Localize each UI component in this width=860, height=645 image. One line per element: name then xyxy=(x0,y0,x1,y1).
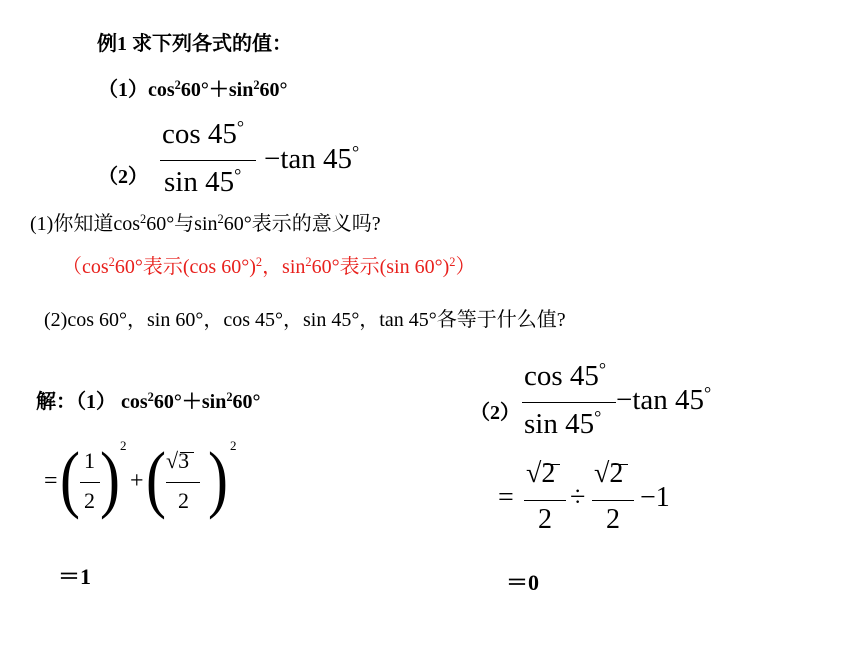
hint-line: （$\cos^260^\circ$表示(cos 60°)$^2$，$\sin^260^\circ$表示(sin 60°)$^2$） xyxy=(62,255,476,278)
right-paren: ) xyxy=(100,437,120,520)
superscript: 2 xyxy=(253,78,260,93)
example-tail: −tan 45° xyxy=(264,142,360,175)
right-paren: ) xyxy=(208,437,228,520)
fraction-half: 1 2 xyxy=(78,448,102,518)
example-item-2-prefix: （2） xyxy=(98,166,148,188)
equals-sign: = xyxy=(498,482,514,513)
fraction-bar xyxy=(522,402,616,403)
exponent: 2 xyxy=(120,438,127,453)
example-item-1 xyxy=(98,73,288,102)
fraction-sqrt2-over-2: √2 2 xyxy=(524,458,568,542)
solution-expression-1 xyxy=(40,437,237,530)
left-paren: ( xyxy=(146,437,166,520)
example-fraction xyxy=(158,118,258,208)
exponent: 2 xyxy=(230,438,237,453)
example-title: 例1 求下列各式的值： xyxy=(97,33,292,55)
solution-2-prefix: （2） xyxy=(470,402,520,424)
expression-text: 60°＋sin xyxy=(180,79,254,101)
result-2: ＝0 xyxy=(506,570,540,595)
result-1: ＝1 xyxy=(58,564,92,589)
plus-sign: + xyxy=(130,468,144,494)
solution-2-fraction xyxy=(520,360,620,450)
solution-2-tail: −tan 45° xyxy=(616,383,712,416)
fraction-bar xyxy=(160,160,256,161)
equals-sign: = xyxy=(44,468,58,494)
expression-text: 60° xyxy=(259,79,288,101)
fraction-numerator: cos 45° xyxy=(162,117,245,150)
fraction-sqrt3-over-2: √3 2 xyxy=(164,448,208,518)
question-1: (1)你知道$\cos^260^\circ$与$\sin^260^\circ$表示的意义吗? xyxy=(30,212,381,235)
fraction-numerator: cos 45° xyxy=(524,359,607,392)
solution-label: 解：（1） $\cos^260^\circ+\sin^260^\circ$ xyxy=(36,390,261,413)
cos-text: cos xyxy=(148,79,175,101)
sqrt-icon: √ xyxy=(594,458,610,489)
sqrt-icon: √ xyxy=(166,448,179,473)
superscript: 2 xyxy=(174,78,181,93)
question-2: (2)cos 60°，sin 60°，cos 45°，sin 45°，tan 45°各等于什么值? xyxy=(44,309,566,331)
sqrt-icon: √ xyxy=(526,458,542,489)
fraction-denominator: sin 45° xyxy=(524,407,602,440)
fraction-sqrt2-over-2: √2 2 xyxy=(592,458,636,542)
solution-2-step xyxy=(498,458,688,548)
item-prefix: （1） xyxy=(98,79,148,101)
divide-sign: ÷ xyxy=(570,482,586,513)
minus-one: −1 xyxy=(640,482,670,513)
left-paren: ( xyxy=(60,437,80,520)
fraction-denominator: sin 45° xyxy=(164,165,242,198)
